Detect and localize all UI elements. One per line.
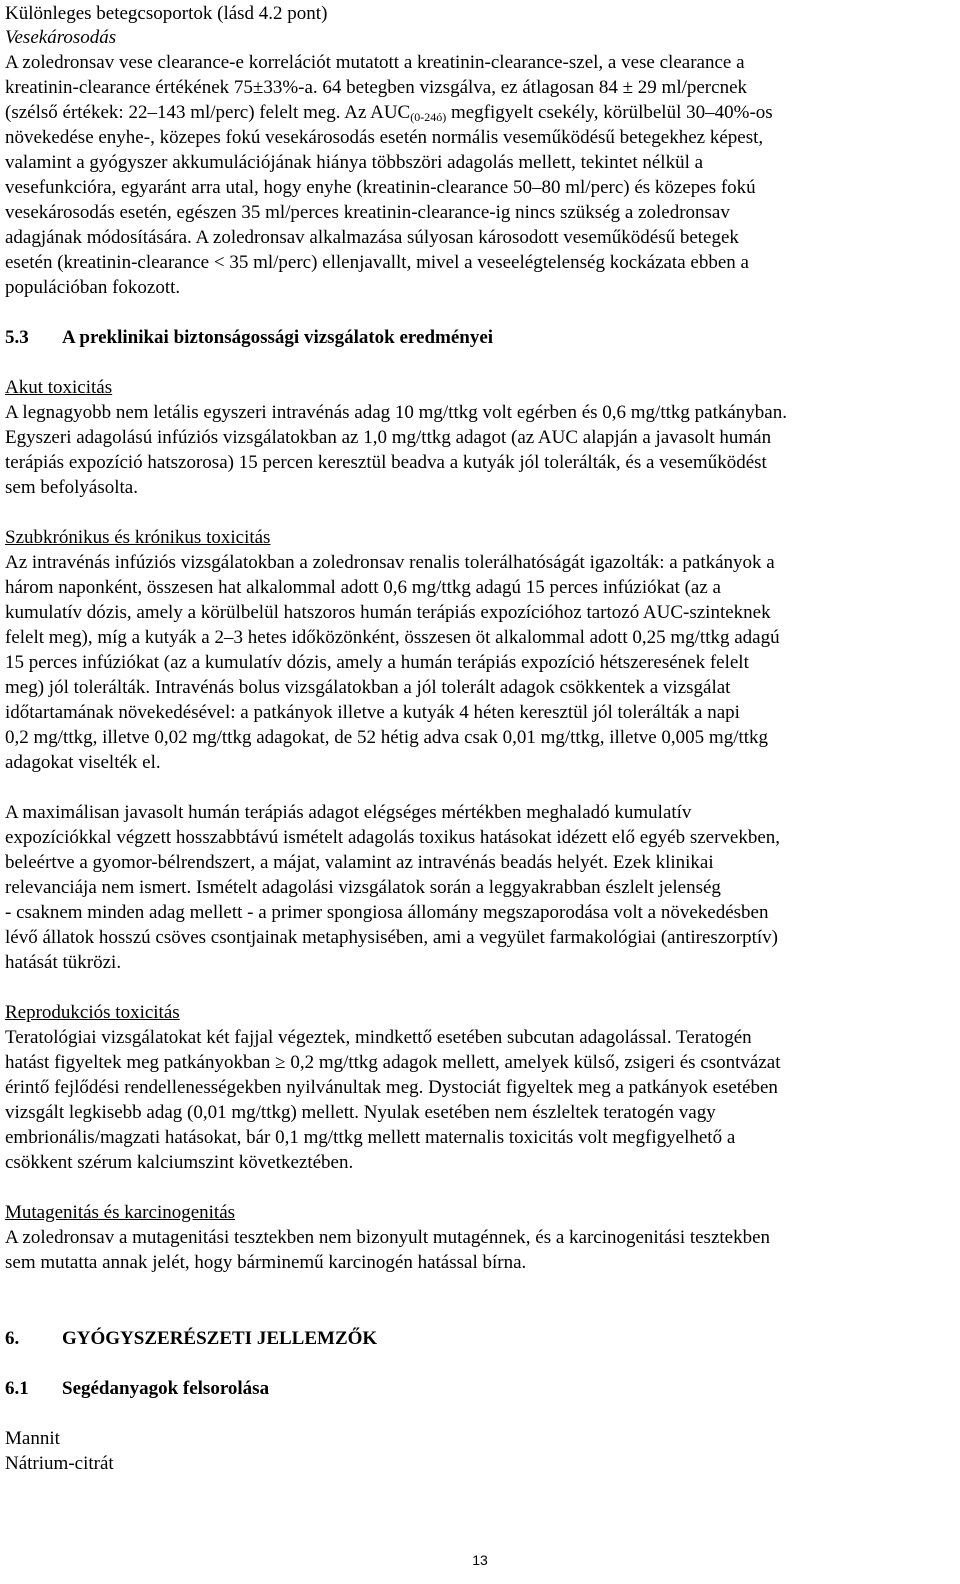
body-line: sem mutatta annak jelét, hogy bárminemű karcinogén hatással bírna. <box>5 1252 527 1273</box>
auc-prefix: (szélső értékek: 22–143 ml/perc) felelt meg. Az AUC <box>5 102 411 123</box>
body-line: időtartamának növekedésével: a patkányok illetve a kutyák 4 héten keresztül jól tolerálták a napi <box>5 702 740 723</box>
body-line: A zoledronsav a mutagenitási tesztekben nem bizonyult mutagénnek, és a karcinogenitási tesztekben <box>5 1227 771 1248</box>
subheading-reproductive-toxicity: Reprodukciós toxicitás <box>5 1002 180 1023</box>
body-line: 15 perces infúziókat (az a kumulatív dózis, amely a humán terápiás expozíció hétszeresének felelt <box>5 652 749 673</box>
section-number: 6.1 <box>5 1378 29 1399</box>
section-heading-6-1 <box>5 1377 269 1401</box>
body-line: Teratológiai vizsgálatokat két fajjal végeztek, mindkettő esetében subcutan adagolással. Teratogén <box>5 1027 752 1048</box>
section-heading-special-populations: Különleges betegcsoportok (lásd 4.2 pont) <box>5 3 328 24</box>
body-line: sem befolyásolta. <box>5 477 138 498</box>
body-line: felelt meg), míg a kutyák a 2–3 hetes időközönként, összesen öt alkalommal adott 0,25 mg/ttkg adagú <box>5 627 780 648</box>
section-number: 6. <box>5 1328 20 1349</box>
body-line: beleértve a gyomor-bélrendszert, a májat, valamint az intravénás beadás helyét. Ezek klinikai <box>5 852 714 873</box>
auc-suffix: megfigyelt csekély, körülbelül 30–40%-os <box>450 102 773 123</box>
body-line: adagjának módosítására. A zoledronsav alkalmazása súlyosan károsodott veseműködésű betegek <box>5 227 739 248</box>
section-title: Segédanyagok felsorolása <box>62 1378 270 1399</box>
section-number: 5.3 <box>5 327 29 348</box>
body-line: terápiás expozíció hatszorosa) 15 percen keresztül beadva a kutyák jól tolerálták, és a veseműködést <box>5 452 767 473</box>
body-line: lévő állatok hosszú csöves csontjainak metaphysisében, ami a vegyület farmakológiai (antireszorptív) <box>5 927 778 948</box>
page-number: 13 <box>472 1552 488 1568</box>
body-line: embrionális/magzati hatásokat, bár 0,1 mg/ttkg mellett maternalis toxicitás volt megfigyelhető a <box>5 1127 736 1148</box>
body-line: expozíciókkal végzett hosszabbtávú ismételt adagolás toxikus hatásokat idézett elő egyéb szervekben, <box>5 827 781 848</box>
body-line: A zoledronsav vese clearance-e korrelációt mutatott a kreatinin-clearance-szel, a vese clearance a <box>5 52 745 73</box>
section-heading-6 <box>5 1327 377 1351</box>
body-line: csökkent szérum kalciumszint következtében. <box>5 1152 354 1173</box>
body-line: érintő fejlődési rendellenességekben nyilvánultak meg. Dystociát figyeltek meg a patkányok esetében <box>5 1077 778 1098</box>
body-line: vesekárosodás esetén, egészen 35 ml/perces kreatinin-clearance-ig nincs szükség a zoledronsav <box>5 202 730 223</box>
body-line: 0,2 mg/ttkg, illetve 0,02 mg/ttkg adagokat, de 52 hétig adva csak 0,01 mg/ttkg, illetve 0,005 mg/ttkg <box>5 727 769 748</box>
excipient-item: Nátrium-citrát <box>5 1453 114 1474</box>
body-line: Az intravénás infúziós vizsgálatokban a zoledronsav renalis tolerálhatóságát igazolták: a patkányok a <box>5 552 775 573</box>
body-line: vesefunkcióra, egyaránt arra utal, hogy enyhe (kreatinin-clearance 50–80 ml/perc) és közepes fokú <box>5 177 756 198</box>
excipient-item: Mannit <box>5 1428 60 1449</box>
body-line: A legnagyobb nem letális egyszeri intravénás adag 10 mg/ttkg volt egérben és 0,6 mg/ttkg patkányban. <box>5 402 787 423</box>
body-line: valamint a gyógyszer akkumulációjának hiánya többszöri adagolás mellett, tekintet nélkül a <box>5 152 704 173</box>
subheading-subchronic-chronic-toxicity: Szubkrónikus és krónikus toxicitás <box>5 527 271 548</box>
body-line: kreatinin-clearance értékének 75±33%-a. 64 betegben vizsgálva, ez átlagosan 84 ± 29 ml/percnek <box>5 77 748 98</box>
body-line: kumulatív dózis, amely a körülbelül hatszoros humán terápiás expozícióhoz tartozó AUC-szinteknek <box>5 602 771 623</box>
auc-subscript: (0-24ó) <box>410 110 447 124</box>
body-line: esetén (kreatinin-clearance < 35 ml/perc) ellenjavallt, mivel a veseelégtelenség kockázata ebben a <box>5 252 749 273</box>
body-line: meg) jól tolerálták. Intravénás bolus vizsgálatokban a jól tolerált adagok csökkentek a vizsgálat <box>5 677 731 698</box>
section-heading-5-3 <box>5 326 493 350</box>
body-line: növekedése enyhe-, közepes fokú vesekárosodás esetén normális veseműködésű betegekhez képest, <box>5 127 764 148</box>
section-title: A preklinikai biztonságossági vizsgálatok eredményei <box>62 327 494 348</box>
body-line: három naponként, összesen hat alkalommal adott 0,6 mg/ttkg adagú 15 perces infúziókat (az a <box>5 577 721 598</box>
body-line: relevanciája nem ismert. Ismételt adagolási vizsgálatok során a leggyakrabban észlelt jelenség <box>5 877 721 898</box>
body-line: A maximálisan javasolt humán terápiás adagot elégséges mértékben meghaladó kumulatív <box>5 802 692 823</box>
body-line: adagokat viselték el. <box>5 752 161 773</box>
body-line: Egyszeri adagolású infúziós vizsgálatokban az 1,0 mg/ttkg adagot (az AUC alapján a javasolt humán <box>5 427 772 448</box>
section-title: GYÓGYSZERÉSZETI JELLEMZŐK <box>62 1328 378 1349</box>
body-line <box>5 101 773 125</box>
subheading-renal-impairment: Vesekárosodás <box>5 27 117 48</box>
subheading-acute-toxicity: Akut toxicitás <box>5 377 113 398</box>
body-line: vizsgált legkisebb adag (0,01 mg/ttkg) mellett. Nyulak esetében nem észleltek teratogén vagy <box>5 1102 716 1123</box>
body-line: - csaknem minden adag mellett - a primer spongiosa állomány megszaporodása volt a növekedésben <box>5 902 769 923</box>
subheading-mutagenicity-carcinogenicity: Mutagenitás és karcinogenitás <box>5 1202 236 1223</box>
body-line: hatást figyeltek meg patkányokban ≥ 0,2 mg/ttkg adagok mellett, amelyek külső, zsigeri és csontvázat <box>5 1052 781 1073</box>
body-line: hatását tükrözi. <box>5 952 122 973</box>
body-line: populációban fokozott. <box>5 277 181 298</box>
